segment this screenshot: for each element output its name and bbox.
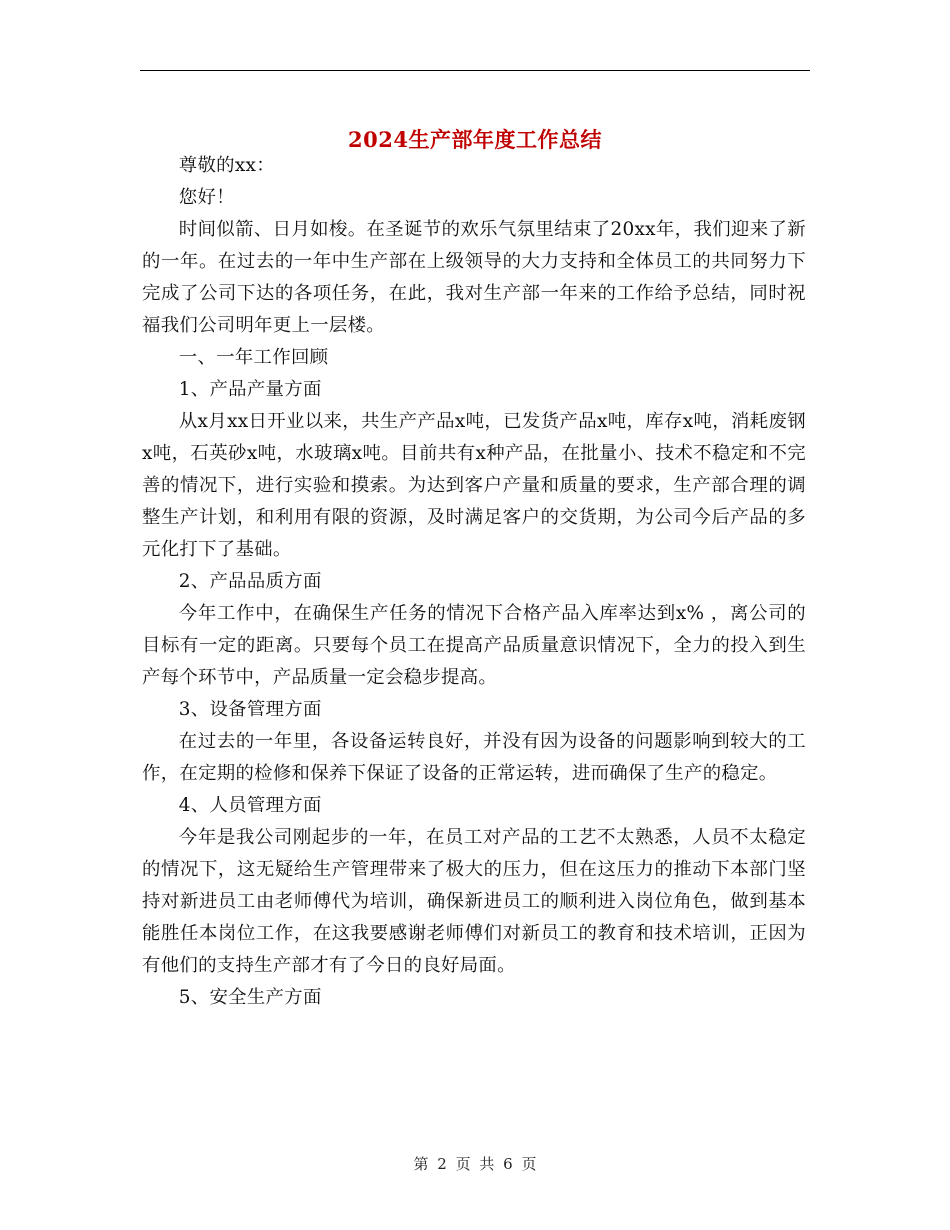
subheading-equipment: 3、设备管理方面 — [178, 699, 322, 720]
subheading-personnel: 4、人员管理方面 — [178, 795, 322, 816]
subheading-quality: 2、产品品质方面 — [178, 571, 322, 592]
salutation: 尊敬的xx： — [178, 155, 275, 176]
subheading-safety: 5、安全生产方面 — [178, 987, 322, 1008]
subheading-output: 1、产品产量方面 — [178, 379, 322, 400]
header-rule — [140, 70, 810, 71]
document-title: 2024生产部年度工作总结 — [348, 127, 602, 153]
greeting: 您好！ — [178, 187, 235, 208]
document-body — [142, 150, 806, 1014]
paragraph-equipment: 在过去的一年里，各设备运转良好，并没有因为设备的问题影响到较大的工作，在定期的检修和保养下保证了设备的正常运转，进而确保了生产的稳定。 — [142, 731, 806, 784]
intro-paragraph: 时间似箭、日月如梭。在圣诞节的欢乐气氛里结束了20xx年，我们迎来了新的一年。在过去的一年中生产部在上级领导的大力支持和全体员工的共同努力下完成了公司下达的各项任务，在此，我对生产部一年来的工作给予总结，同时祝福我们公司明年更上一层楼。 — [142, 219, 806, 336]
paragraph-quality: 今年工作中，在确保生产任务的情况下合格产品入库率达到x% ，离公司的目标有一定的距离。只要每个员工在提高产品质量意识情况下，全力的投入到生产每个环节中，产品质量一定会稳步提高。 — [142, 603, 806, 688]
paragraph-output: 从x月xx日开业以来，共生产产品x吨，已发货产品x吨，库存x吨，消耗废钢x吨，石英砂x吨，水玻璃x吨。目前共有x种产品，在批量小、技术不稳定和不完善的情况下，进行实验和摸索。为达到客户产量和质量的要求，生产部合理的调整生产计划，和利用有限的资源，及时满足客户的交货期，为公司今后产品的多元化打下了基础。 — [142, 411, 806, 560]
section-heading-review: 一、一年工作回顾 — [178, 347, 329, 368]
page-number: 第 2 页 共 6 页 — [413, 1155, 537, 1173]
paragraph-personnel: 今年是我公司刚起步的一年，在员工对产品的工艺不太熟悉，人员不太稳定的情况下，这无疑给生产管理带来了极大的压力，但在这压力的推动下本部门坚持对新进员工由老师傅代为培训，确保新进员工的顺利进入岗位角色，做到基本能胜任本岗位工作，在这我要感谢老师傅们对新员工的教育和技术培训，正因为有他们的支持生产部才有了今日的良好局面。 — [142, 827, 806, 976]
